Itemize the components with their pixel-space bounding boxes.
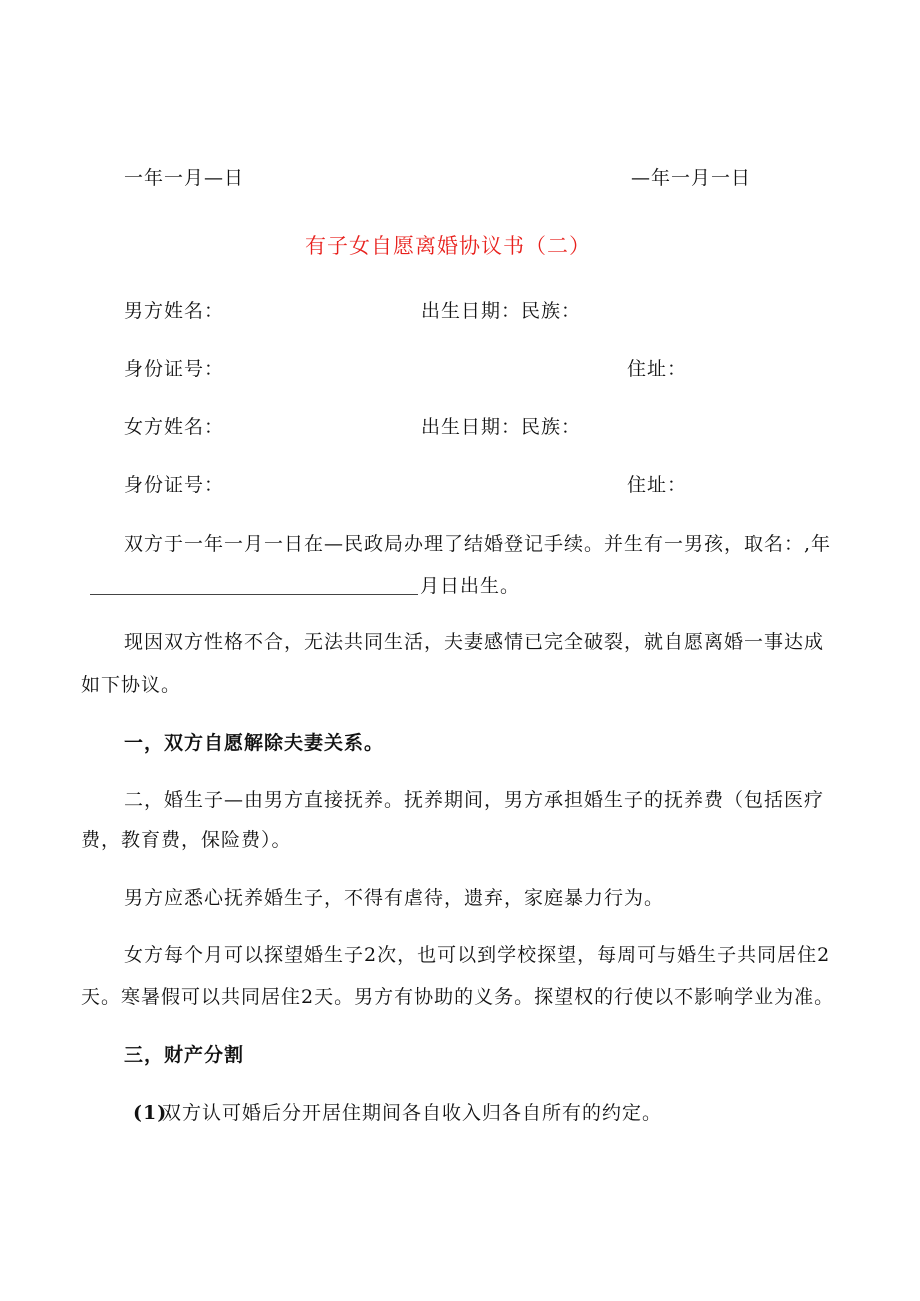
id-number-label-female: 身份证号： [124, 474, 225, 496]
paragraph-care: 男方应悉心抚养婚生子，不得有虐待，遗弃，家庭暴力行为。 [124, 887, 665, 909]
address-label-male: 住址： [627, 358, 688, 380]
paragraph-visitation-line1: 女方每个月可以探望婚生子2次，也可以到学校探望，每周可与婚生子共同居住2 [124, 944, 831, 966]
paragraph-marriage-line2: 月日出生。 [420, 575, 521, 597]
date-right: —年一月一日 [631, 167, 752, 189]
item-one-text: 双方认可婚后分开居住期间各自收入归各自所有的约定。 [162, 1102, 663, 1124]
female-name-label: 女方姓名： [124, 416, 225, 438]
birth-ethnic-label-male: 出生日期：民族： [421, 300, 582, 322]
item-one-number: (1) [133, 1102, 168, 1124]
id-number-label-male: 身份证号： [124, 358, 225, 380]
birth-ethnic-label-female: 出生日期：民族： [421, 416, 582, 438]
paragraph-marriage-line1: 双方于一年一月一日在—民政局办理了结婚登记手续。并生有一男孩，取名：,年 [124, 533, 832, 555]
section-three-heading: 三，财产分割 [124, 1044, 245, 1066]
paragraph-reason-line1: 现因双方性格不合，无法共同生活，夫妻感情已完全破裂，就自愿离婚一事达成 [124, 631, 825, 653]
paragraph-visitation-line2: 天。寒暑假可以共同居住2天。男方有协助的义务。探望权的行使以不影响学业为准。 [81, 986, 835, 1008]
document-title: 有子女自愿离婚协议书（二） [305, 234, 591, 258]
male-name-label: 男方姓名： [124, 300, 225, 322]
section-one-heading: 一，双方自愿解除夫妻关系。 [124, 732, 385, 754]
paragraph-reason-line2: 如下协议。 [81, 674, 182, 696]
address-label-female: 住址： [627, 474, 688, 496]
section-two-line2: 费，教育费，保险费）。 [81, 829, 292, 851]
blank-underline [90, 594, 418, 595]
section-two-line1: 二，婚生子—由男方直接抚养。抚养期间，男方承担婚生子的抚养费（包括医疗 [124, 789, 825, 811]
date-left: 一年一月—日 [124, 167, 245, 189]
